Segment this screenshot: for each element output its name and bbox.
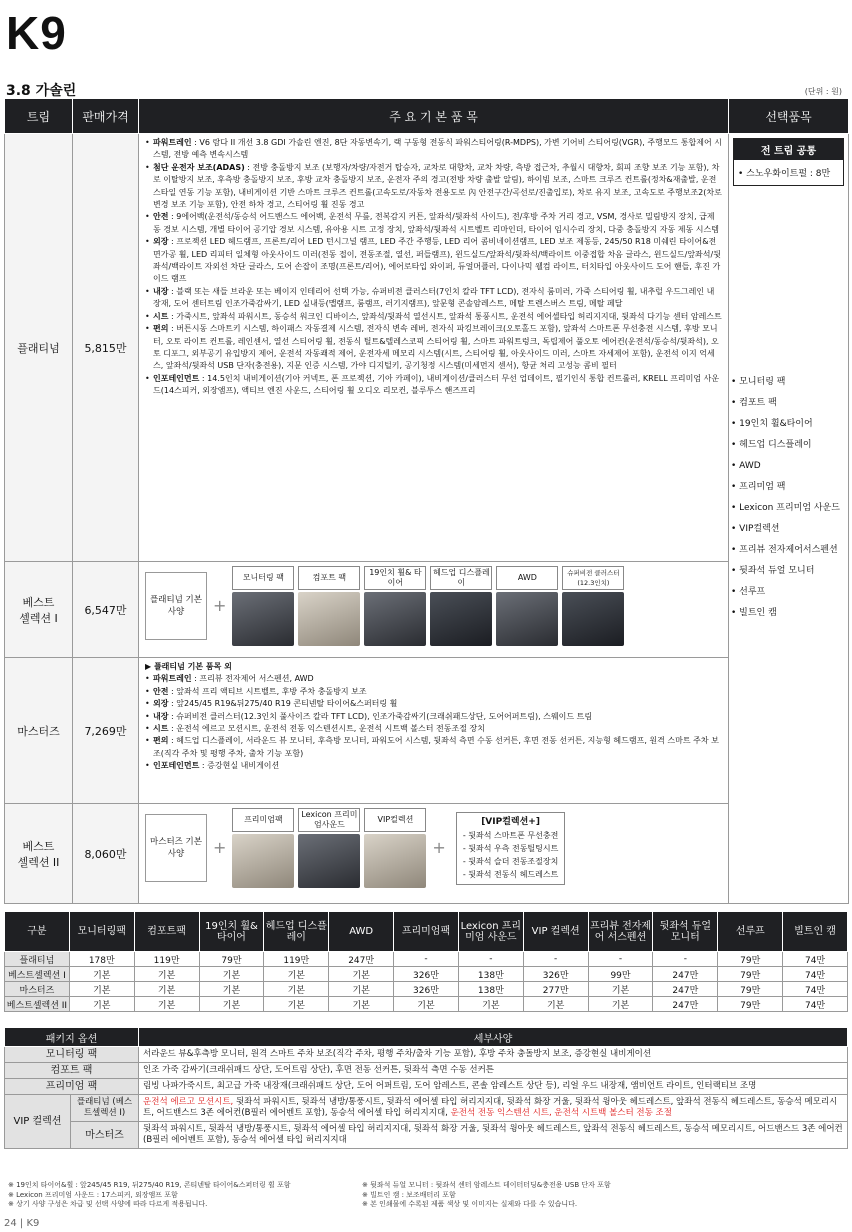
vip-plus-title: [VIP컬렉션+] xyxy=(481,816,540,827)
plus-icon: + xyxy=(213,595,227,615)
row-header: 베스트셀렉션 I xyxy=(5,967,70,982)
table-cell: 74만 xyxy=(783,982,848,997)
feature-group: • 파워트레인 : V6 람다 II 개선 3.8 GDI 가솔린 엔진, 8단 자동변속기, 랙 구동형 전동식 파워스티어링(R-MDPS), 가변 기어비 스티어링(VGR), 주행모드 통합제어 시스템, 전방 예측 변속시스템 xyxy=(145,137,722,162)
trim-table-header xyxy=(5,99,849,134)
trim-features xyxy=(139,134,729,562)
option-item: • 모니터링 팩 xyxy=(731,377,786,387)
table-cell: 기본 xyxy=(588,997,653,1012)
table-cell: 74만 xyxy=(783,967,848,982)
table-cell: 기본 xyxy=(199,982,264,997)
table-row xyxy=(5,982,848,997)
table-cell: 247만 xyxy=(653,967,718,982)
header-price: 판매가격 xyxy=(73,99,139,134)
best2-packages xyxy=(139,804,729,904)
trim-name: 베스트 셀렉션 II xyxy=(5,804,73,904)
base-spec-box: 플래티넘 기본사양 xyxy=(145,572,207,640)
package-photo xyxy=(298,592,360,646)
feature-group: • 편의 : 헤드업 디스플레이, 서라운드 뷰 모니터, 후측방 모니터, 파워도어 시스템, 뒷좌석 측면 수동 선커튼, 후면 전동 선커튼, 지능형 헤드램프, 원격 스마트 주차 보조(직각 주차 및 평행 주차, 출차 기능 포함) xyxy=(145,735,722,760)
table-row xyxy=(5,997,848,1012)
trim-row-platinum xyxy=(5,134,849,562)
package-subname: 마스터즈 xyxy=(71,1122,139,1149)
trim-row-best2 xyxy=(5,804,849,904)
row-header: 베스트셀렉션 II xyxy=(5,997,70,1012)
vip-plus-item: - 뒷좌석 전동식 헤드레스트 xyxy=(462,869,559,879)
table-cell: 74만 xyxy=(783,952,848,967)
header-features: 주 요 기 본 품 목 xyxy=(139,99,729,134)
all-trims-header: 전 트림 공통 xyxy=(734,139,843,160)
table-cell: 247만 xyxy=(653,997,718,1012)
table-cell: 99만 xyxy=(588,967,653,982)
table-cell: 기본 xyxy=(264,982,329,997)
header-trim: 트림 xyxy=(5,99,73,134)
table-cell: 74만 xyxy=(783,997,848,1012)
table-cell: 79만 xyxy=(718,982,783,997)
grid-header-cell: VIP 컬렉션 xyxy=(523,912,588,952)
table-cell: 기본 xyxy=(588,982,653,997)
footnote: ※ 빌트인 캠 : 보조배터리 포함 xyxy=(362,1190,456,1199)
package-photo xyxy=(496,592,558,646)
grid-header-cell: 프리미엄팩 xyxy=(394,912,459,952)
grid-header-cell: 선루프 xyxy=(718,912,783,952)
engine-title: 3.8 가솔린 xyxy=(6,83,77,99)
grid-header-cell: Lexicon 프리미엄 사운드 xyxy=(458,912,523,952)
page-number: 24 xyxy=(4,1218,17,1229)
table-cell: 79만 xyxy=(718,952,783,967)
feature-group: • 편의 : 버튼시동 스마트키 시스템, 하이패스 자동결제 시스템, 전자식 변속 레버, 전자식 파킹브레이크(오토홀드 포함), 앞좌석 스마트폰 무선충전 시스템, 후방 모니터, 오토 라이트 컨트롤, 레인센서, 열선 스티어링 휠, 전동식 틸트&텔레스코픽 스티어링 휠, 스마트 파워트렁크, 독립제어 풀오토 에어컨(운전석/동승석/뒷좌석), 오토 디포그, 외부공기 유입방지 제어, 운전석 자동쾌적 제어, 운전자세 메모리 시스템(시트, 스티어링 휠, 아웃사이드 미러, 스마트 자세제어 포함), 운전석 이지 억세스, 앞좌석/뒷좌석 USB 단자(충전용), 지문 인증 시스템, 가야 디지털키, 공기청정 시스템(미세먼지 센서), 항균 처리 고성능 콤비 필터 xyxy=(145,323,722,373)
option-item: • 프리미엄 팩 xyxy=(731,482,786,492)
table-cell: 기본 xyxy=(69,982,134,997)
table-cell: 79만 xyxy=(718,997,783,1012)
package-photo xyxy=(298,834,360,888)
trim-row-masters xyxy=(5,658,849,804)
table-cell: - xyxy=(588,952,653,967)
plus-icon: + xyxy=(432,837,446,857)
feature-group: • 인포테인먼트 : 증강현실 내비게이션 xyxy=(145,760,722,772)
trim-features xyxy=(139,658,729,804)
package-card: 모니터링 팩 xyxy=(232,566,294,646)
feature-group: • 파워트레인 : 프리뷰 전자제어 서스펜션, AWD xyxy=(145,673,722,685)
option-item: • 프리뷰 전자제어서스펜션 xyxy=(731,545,838,555)
trim-price: 5,815만 xyxy=(73,134,139,562)
header-package: 패키지 옵션 xyxy=(5,1028,139,1047)
table-row xyxy=(5,1079,848,1095)
table-cell: 기본 xyxy=(199,997,264,1012)
trim-price: 8,060만 xyxy=(73,804,139,904)
all-trims-box xyxy=(733,138,844,186)
header-detail: 세부사양 xyxy=(139,1028,848,1047)
trim-price: 6,547만 xyxy=(73,562,139,658)
grid-header-cell: 빌트인 캠 xyxy=(783,912,848,952)
feature-group: • 내장 : 슈퍼비전 클러스터(12.3인치 풀사이즈 칼라 TFT LCD), 인조가죽감싸기(크래쉬패드상단, 도어어퍼트림), 스웨이드 트림 xyxy=(145,711,722,723)
table-cell: 119만 xyxy=(134,952,199,967)
package-name: 프리미엄 팩 xyxy=(5,1079,139,1095)
table-cell: 138만 xyxy=(458,982,523,997)
trim-table xyxy=(4,98,849,904)
footnote: ※ Lexicon 프리미엄 사운드 : 17스피커, 외장앰프 포함 xyxy=(8,1190,178,1199)
feature-group: • 외장 : 앞245/45 R19&뒤275/40 R19 콘티넨탈 타이어&스퍼터링 휠 xyxy=(145,698,722,710)
table-cell: 138만 xyxy=(458,967,523,982)
vip-plus-item: - 뒷좌석 우측 전동틸팅시트 xyxy=(462,843,559,853)
table-cell: 기본 xyxy=(134,982,199,997)
table-row xyxy=(5,1063,848,1079)
table-cell: 247만 xyxy=(329,952,394,967)
feature-group: • 시트 : 운전석 에르고 모션시트, 운전석 전동 익스텐션시트, 운전석 시트백 볼스터 전동조절 장치 xyxy=(145,723,722,735)
package-desc: 운전석 에르고 모션시트, 뒷좌석 파워시트, 뒷좌석 냉방/통풍시트, 뒷좌석 에어셀 타입 허리지지대, 뒷좌석 화장 거울, 뒷좌석 윙아웃 헤드레스트, 앞좌석 전동식 헤드레스트, 동승석 메모리시트, 어드밴스드 3존 에어컨(B필러 에어벤트 포함), 동승석 에어셀 타입 허리지지대, 운전석 전동 익스텐션 시트, 운전석 시트백 볼스터 전동 조절 xyxy=(139,1095,848,1122)
feature-group: • 인포테인먼트 : 14.5인치 내비게이션(기아 커넥트, 폰 프로젝션, 기아 카페이), 내비게이션/클러스터 무선 업데이트, 필기인식 통합 컨트롤러, KRELL 프리미엄 사운드(14스피커, 외장앰프), 액티브 엔진 사운드, 스티어링 휠 오디오 리모컨, 블루투스 핸즈프리 xyxy=(145,373,722,398)
package-card: 슈퍼비전 클러스터(12.3인치) xyxy=(562,566,624,646)
row-header: 플래티넘 xyxy=(5,952,70,967)
package-card: 프리미엄팩 xyxy=(232,808,294,888)
grid-header xyxy=(5,912,848,952)
brand-logo: K9 xyxy=(6,7,67,59)
table-cell: 277만 xyxy=(523,982,588,997)
best1-packages xyxy=(139,562,729,658)
all-trims-item: • 스노우화이트펄 : 8만 xyxy=(738,169,831,179)
trim-name: 마스터즈 xyxy=(5,658,73,804)
package-card: 19인치 휠& 타이어 xyxy=(364,566,426,646)
package-card: 헤드업 디스플레이 xyxy=(430,566,492,646)
table-cell: 기본 xyxy=(329,982,394,997)
package-photo xyxy=(364,592,426,646)
row-header: 마스터즈 xyxy=(5,982,70,997)
package-photo xyxy=(430,592,492,646)
package-desc: 뒷좌석 파워시트, 뒷좌석 냉방/통풍시트, 뒷좌석 에어셀 타입 허리지지대, 뒷좌석 화장 거울, 뒷좌석 윙아웃 헤드레스트, 앞좌석 전동식 헤드레스트, 동승석 메모리시트, 어드밴스드 3존 에어컨(B필러 에어벤트 포함), 동승석 에어셀 타입 허리지지대 xyxy=(139,1122,848,1149)
page-footer: 24 | K9 xyxy=(4,1218,40,1229)
feature-intro: ▶ 플래티넘 기본 품목 외 xyxy=(145,662,232,671)
header-options: 선택품목 xyxy=(729,99,849,134)
package-detail-table xyxy=(4,1027,848,1149)
package-card: AWD xyxy=(496,566,558,646)
feature-group: • 시트 : 가죽시트, 앞좌석 파워시트, 동승석 워크인 디바이스, 앞좌석/뒷좌석 열선시트, 앞좌석 통풍시트, 운전석 에어셀타입 허리지지대, 뒷좌석 다기능 센터 암레스트 xyxy=(145,311,722,323)
table-cell: 79만 xyxy=(199,952,264,967)
option-item: • AWD xyxy=(731,461,761,471)
vip-plus-box xyxy=(456,812,566,885)
table-row xyxy=(5,967,848,982)
feature-group: • 안전 : 9에어백(운전석/동승석 어드밴스드 에어백, 운전석 무릎, 전복감지 커튼, 앞좌석/뒷좌석 사이드), 전/후방 주차 거리 경고, VSM, 경사로 밀림방지 장치, 급제동 경보 시스템, 개별 타이어 공기압 경보 시스템, 유아용 시트 고정 장치, 앞좌석/뒷좌석 시트벨트 리마인더, 타이어 임시수리 장치, 다중 충돌방지 자동 제동 시스템 xyxy=(145,211,722,236)
table-cell: 79만 xyxy=(718,967,783,982)
grid-header-cell: 뒷좌석 듀얼 모니터 xyxy=(653,912,718,952)
table-cell: - xyxy=(653,952,718,967)
grid-header-cell: 헤드업 디스플레이 xyxy=(264,912,329,952)
footnotes-left xyxy=(8,1181,291,1210)
option-item: • 뒷좌석 듀얼 모니터 xyxy=(731,566,815,576)
footer-model: K9 xyxy=(26,1218,40,1229)
package-name: VIP 컬렉션 xyxy=(5,1095,71,1149)
footnote: ※ 상기 사양 구성은 차급 및 선택 사양에 따라 다르게 적용됩니다. xyxy=(8,1200,208,1208)
table-cell: 326만 xyxy=(394,982,459,997)
table-row xyxy=(5,1095,848,1122)
footnotes-right xyxy=(362,1181,611,1210)
feature-group: • 외장 : 프로젝션 LED 헤드램프, 프론트/리어 LED 턴시그널 램프, LED 주간 주행등, LED 리어 콤비네이션램프, LED 보조 제동등, 245/50 R18 미쉐린 타이어&전면가공 휠, LED 리피터 일체형 아웃사이드 미러(전동 접이, 전동조절, 열선, 퍼들램프), 윈드실드/앞좌석/뒷좌석/백라이트 이중접합 차음 글라스, 윈드실드/앞좌석/뒷좌석/백라이트 자외선 차단 글라스, 도어 손잡이 조명(프론트/리어), 에어로타입 와이퍼, 듀얼머플러, 다이나믹 웰컴 라이트, 터치타입 아웃사이드 도어 핸들, 후진 가이드 램프 xyxy=(145,236,722,286)
grid-header-cell: 프리뷰 전자제어 서스펜션 xyxy=(588,912,653,952)
package-subname: 플래티넘 (베스트셀렉션 I) xyxy=(71,1095,139,1122)
option-item: • 컴포트 팩 xyxy=(731,398,777,408)
table-row xyxy=(5,1047,848,1063)
table-cell: 326만 xyxy=(523,967,588,982)
grid-header-cell: AWD xyxy=(329,912,394,952)
table-cell: 기본 xyxy=(69,997,134,1012)
table-cell: 기본 xyxy=(69,967,134,982)
feature-group: • 내장 : 블랙 또는 새들 브라운 또는 베이지 인테리어 선택 가능, 슈퍼비전 클러스터(7인치 칼라 TFT LCD), 전자식 룸미러, 가죽 스티어링 휠, 내추럴 우드그레인 내장재, 도어 센터트림 인조가죽감싸기, LED 실내등(맵램프, 룸램프, 러기지램프), 앞문형 콘솔암레스트, 메탈 트렌스버스 트림, 메탈 페달 xyxy=(145,286,722,311)
table-cell: 기본 xyxy=(199,967,264,982)
option-item: • Lexicon 프리미엄 사운드 xyxy=(731,503,840,513)
trim-price: 7,269만 xyxy=(73,658,139,804)
package-desc: 림빙 나파가죽시트, 최고급 가죽 내장재(크래쉬패드 상단, 도어 어퍼트림, 도어 암레스트, 콘솔 암레스트 상단 등), 리얼 우드 내장재, 앰비언트 라이트, 인터랙티브 조명 xyxy=(139,1079,848,1095)
option-item: • VIP컬렉션 xyxy=(731,524,780,534)
table-cell: 기본 xyxy=(329,967,394,982)
grid-header-cell: 구분 xyxy=(5,912,70,952)
option-item: • 헤드업 디스플레이 xyxy=(731,440,812,450)
trim-name: 플래티넘 xyxy=(5,134,73,562)
package-name: 모니터링 팩 xyxy=(5,1047,139,1063)
table-cell: 기본 xyxy=(134,967,199,982)
package-name: 컴포트 팩 xyxy=(5,1063,139,1079)
vip-plus-item: - 뒷좌석 스마트폰 무선충전 xyxy=(462,830,559,840)
feature-group: • 안전 : 앞좌석 프리 액티브 시트벨트, 후방 주차 충돌방지 보조 xyxy=(145,686,722,698)
footnote: ※ 뒷좌석 듀얼 모니터 : 뒷좌석 센터 암레스트 데이터터딩&충전용 USB 단자 포함 xyxy=(362,1181,611,1189)
option-item: • 빌트인 캠 xyxy=(731,608,777,618)
table-cell: 기본 xyxy=(134,997,199,1012)
table-cell: - xyxy=(523,952,588,967)
table-cell: - xyxy=(394,952,459,967)
table-row xyxy=(5,1122,848,1149)
plus-icon: + xyxy=(213,837,227,857)
table-row xyxy=(5,952,848,967)
footnote: ※ 본 인쇄물에 수록된 제품 색상 및 이미지는 실제와 다를 수 있습니다. xyxy=(362,1200,578,1208)
package-desc: 서라운드 뷰&후측방 모니터, 원격 스마트 주차 보조(직각 주차, 평행 주차/출차 기능 포함), 후방 주차 충돌방지 보조, 증강현실 내비게이션 xyxy=(139,1047,848,1063)
package-photo xyxy=(364,834,426,888)
option-list xyxy=(729,376,848,620)
table-cell: 기본 xyxy=(523,997,588,1012)
table-cell: - xyxy=(458,952,523,967)
unit-note: (단위 : 원) xyxy=(804,87,842,96)
vip-plus-item: - 뒷좌석 슬더 전동조절장치 xyxy=(462,856,559,866)
package-detail-header xyxy=(5,1028,848,1047)
package-card: 컴포트 팩 xyxy=(298,566,360,646)
package-card: Lexicon 프리미엄사운드 xyxy=(298,808,360,888)
feature-group: • 첨단 운전자 보조(ADAS) : 전방 충돌방지 보조 (보행자/차량/자전거 탑승자, 교차로 대향차, 교차 차량, 측방 접근차, 추월시 대향차, 회피 조향 보조 기능 포함), 차로 이탈방지 보조, 후측방 충돌방지 보조, 후방 교차 충돌방지 보조, 운전자 주의 경고(전방 차량 출발 알림), 하이빔 보조, 스마트 크루즈 컨트롤(정차&재출발, 운전스타일 연동 기능 포함), 내비게이션 기반 스마트 크루즈 컨트롤(고속도로/자동차 전용도로 內 안전구간/곡선로/진출입로), 차로 유지 보조, 고속도로 주행보조2(차로변경 보조 기능 포함), 안전 하차 경고, 스티어링 휠 진동 경고 xyxy=(145,162,722,212)
option-item: • 선루프 xyxy=(731,587,766,597)
grid-header-cell: 19인치 휠& 타이어 xyxy=(199,912,264,952)
package-photo xyxy=(232,834,294,888)
table-cell: 기본 xyxy=(264,967,329,982)
table-cell: 기본 xyxy=(394,997,459,1012)
package-photo xyxy=(562,592,624,646)
package-photo xyxy=(232,592,294,646)
package-card: VIP컬렉션 xyxy=(364,808,426,888)
table-cell: 178만 xyxy=(69,952,134,967)
options-column xyxy=(729,134,849,904)
package-desc: 인조 가죽 감싸기(크래쉬패드 상단, 도어트림 상단), 후면 전동 선커튼, 뒷좌석 측면 수동 선커튼 xyxy=(139,1063,848,1079)
base-spec-box: 마스터즈 기본사양 xyxy=(145,814,207,882)
table-cell: 기본 xyxy=(264,997,329,1012)
trim-row-best1 xyxy=(5,562,849,658)
option-price-grid xyxy=(4,911,848,1012)
table-cell: 326만 xyxy=(394,967,459,982)
trim-name: 베스트 셀렉션 I xyxy=(5,562,73,658)
grid-header-cell: 모니터링팩 xyxy=(69,912,134,952)
table-cell: 119만 xyxy=(264,952,329,967)
footnote: ※ 19인치 타이어&휠 : 앞245/45 R19, 뒤275/40 R19, 콘티넨탈 타이어&스퍼터링 휠 포함 xyxy=(8,1181,291,1189)
option-item: • 19인치 휠&타이어 xyxy=(731,419,813,429)
table-cell: 기본 xyxy=(458,997,523,1012)
table-cell: 247만 xyxy=(653,982,718,997)
grid-header-cell: 컴포트팩 xyxy=(134,912,199,952)
table-cell: 기본 xyxy=(329,997,394,1012)
